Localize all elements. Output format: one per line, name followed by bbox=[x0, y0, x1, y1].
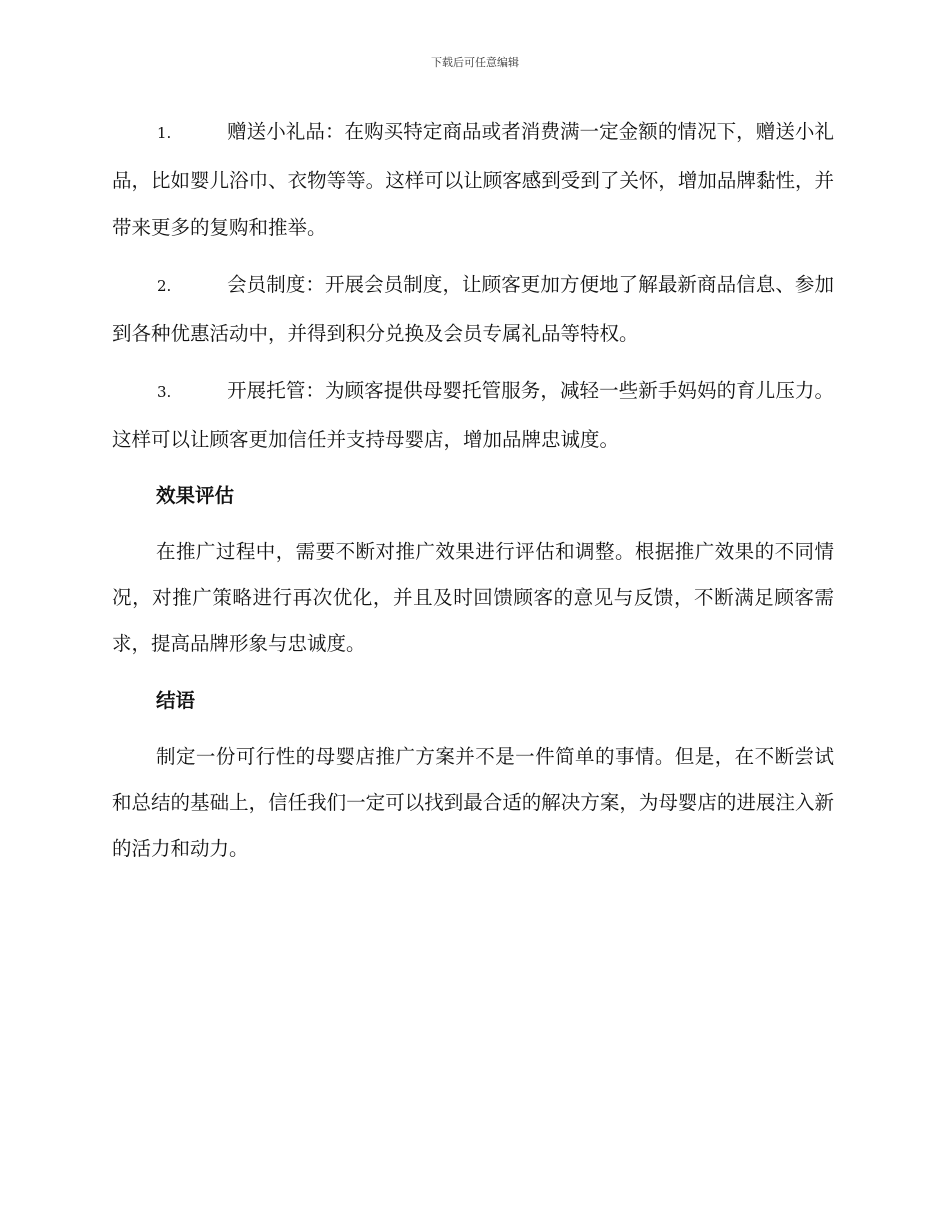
section-paragraph-evaluation: 在推广过程中，需要不断对推广效果进行评估和调整。根据推广效果的不同情况，对推广策略进行再次优化，并且及时回馈顾客的意见与反馈，不断满足顾客需求，提高品牌形象与忠诚度。 bbox=[112, 540, 834, 655]
list-item-number: 2. bbox=[157, 277, 172, 295]
section-heading-evaluation: 效果评估 bbox=[156, 484, 235, 507]
list-item-text: 赠送小礼品：在购买特定商品或者消费满一定金额的情况下，赠送小礼品，比如婴儿浴巾、衣物等等。这样可以让顾客感到受到了关怀，增加品牌黏性，并带来更多的复购和推举。 bbox=[112, 120, 834, 239]
section-heading-conclusion: 结语 bbox=[156, 689, 196, 712]
page-header: 下载后可任意编辑 bbox=[431, 56, 519, 69]
list-item bbox=[112, 108, 834, 251]
list-item-text: 开展托管：为顾客提供母婴托管服务，减轻一些新手妈妈的育儿压力。这样可以让顾客更加信任并支持母婴店，增加品牌忠诚度。 bbox=[112, 379, 834, 451]
list-item bbox=[112, 261, 834, 357]
section-paragraph-conclusion: 制定一份可行性的母婴店推广方案并不是一件简单的事情。但是，在不断尝试和总结的基础上，信任我们一定可以找到最合适的解决方案，为母婴店的进展注入新的活力和动力。 bbox=[112, 745, 834, 860]
list-item bbox=[112, 367, 834, 463]
list-item-text: 会员制度：开展会员制度，让顾客更加方便地了解最新商品信息、参加到各种优惠活动中，并得到积分兑换及会员专属礼品等特权。 bbox=[112, 273, 834, 345]
list-item-number: 3. bbox=[157, 383, 172, 401]
list-item-number: 1. bbox=[157, 124, 172, 142]
document-body bbox=[112, 108, 834, 883]
